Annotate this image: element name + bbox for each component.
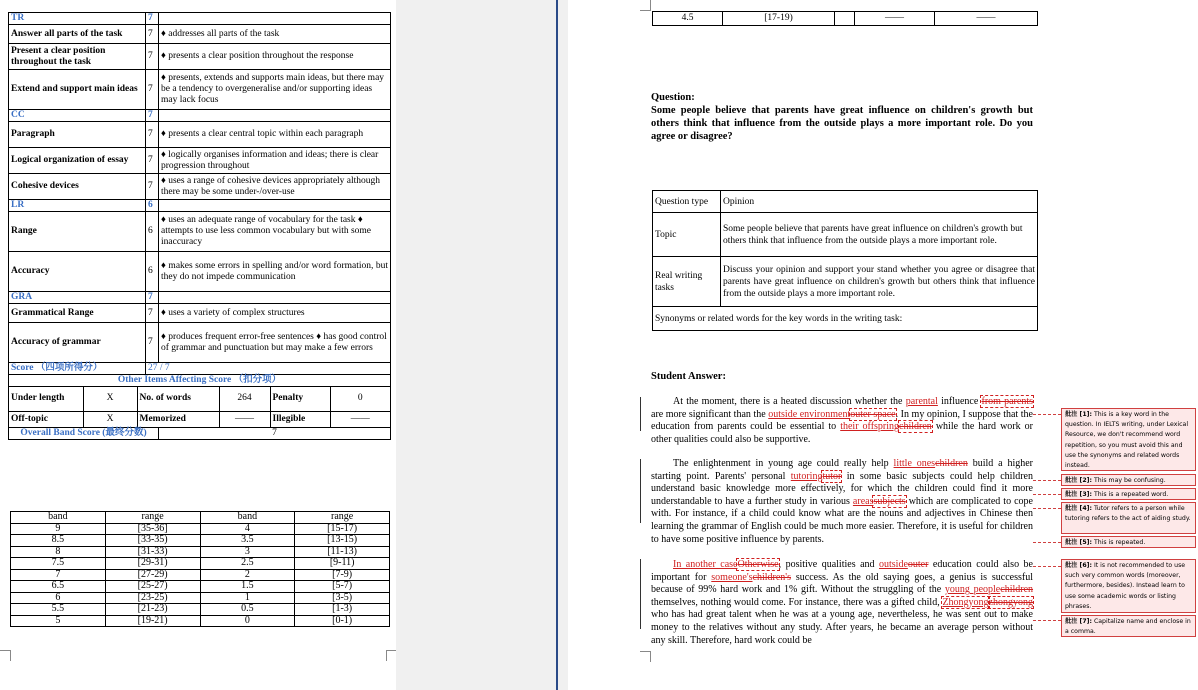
band-cell: 9 [11,523,106,535]
deleted-text: Otherwise [737,559,779,570]
deleted-text: tutor [822,470,842,482]
workspace-gap [396,0,556,690]
other-items-heading: Other Items Affecting Score （扣分项） [9,375,391,387]
criterion-label: Answer all parts of the task [9,25,146,44]
criterion-score: 6 [146,212,159,252]
section-label: GRA [9,292,146,304]
comment-leader [1033,542,1061,543]
criterion-score: 7 [146,70,159,110]
criterion-desc: ♦ uses a range of cohesive devices appropriately although there may be some under-/over-use [159,174,391,200]
question-block [651,91,1033,143]
student-answer-label: Student Answer: [651,371,726,382]
range-header: range [105,512,200,524]
section-score: 7 [146,110,159,122]
comment-leader [1033,494,1061,495]
rubric-section-lr [9,200,391,212]
criterion-label: Cohesive devices [9,174,146,200]
comment-balloon[interactable]: 批注 [7]: Capitalize name and enclose in a comma. [1061,615,1196,637]
overall-row [9,428,391,440]
comment-balloon[interactable]: 批注 [1]: This is a key word in the question. In IELTS writing, under Lexical Resource, we don't recommend word repetition, so you must avoid this and use the synonyms and related words instead. [1061,408,1196,471]
task-value: Discuss your opinion and support your stand whether you agree or disagree that parents have great influence on children's growth but others think that influence from the outside plays a more important role. [721,257,1038,307]
section-score: 6 [146,200,159,212]
inserted-text: areas [852,495,874,507]
band-cell: 5 [11,615,106,627]
under-length-value: X [83,387,137,411]
band-cell: 3 [200,546,295,558]
range-cell: [9-11) [295,558,390,570]
range-cell: [5-7) [295,581,390,593]
criterion-score: 7 [146,44,159,70]
change-bar [640,559,641,629]
band-row [11,558,390,570]
inserted-text: outside environment [768,408,851,420]
range-cell: [31-33) [105,546,200,558]
criterion-label: Accuracy of grammar [9,323,146,363]
overall-value: 7 [159,428,391,440]
deleted-text: children [1000,584,1034,596]
page-corner-mark [640,0,651,11]
band-row [11,581,390,593]
comment-balloon[interactable]: 批注 [6]: It is not recommended to use such very common words (moreover, furthermore, besides). Instead learn to use some academic words or listing phrases. [1061,559,1196,613]
deleted-text: outer space [850,408,896,420]
score-row [9,363,391,375]
inserted-text: young people [944,584,1001,596]
deleted-text: from parents [981,396,1033,407]
under-length-label: Under length [9,387,83,411]
section-label: LR [9,200,146,212]
answer-paragraph-1: At the moment, there is a heated discussion whether the parental influence from parents are more significant than the outside environmentouter space. In my opinion, I suppose that the education from parents could be essential to their offspringchildren while the hard work or other qualities could also be supportive. [651,396,1033,445]
criterion-score: 7 [146,304,159,323]
penalty-label: Penalty [270,387,330,411]
criterion-label: Logical organization of essay [9,148,146,174]
rubric-row [9,25,391,44]
illegible-label: Illegible [270,411,330,427]
range-header: range [295,512,390,524]
answer-paragraph-3: In another caseOtherwise, positive qualities and outsideouter education could also be important for someone'schildren's success. As the old saying goes, a genius is successful because of 99% hard work and 1% gift. Without the struggling of the young peoplechildren themselves, nothing would come. For instance, there was a gifted child, Zhongyongzhongyong who has had great talent when he was at a young age, nevertheless, he was sent out to make money to the relatives without any study. After years, he became an average person without any skill. Therefore, hard work could be [651,559,1034,646]
criterion-desc: ♦ uses an adequate range of vocabulary for the task ♦ attempts to use less common vocabulary but with some inaccuracy [159,212,391,252]
range-cell: [33-35) [105,535,200,547]
page-corner-mark [386,650,396,661]
penalty-table [9,387,390,427]
criterion-desc: ♦ presents a clear central topic within each paragraph [159,122,391,148]
band-cell: 6.5 [11,581,106,593]
change-bar [640,397,641,431]
workspace-gap-right [558,0,568,690]
comment-leader [1033,414,1061,415]
comment-leader [1033,480,1061,481]
rubric-section-cc [9,110,391,122]
criterion-label: Present a clear position throughout the task [9,44,146,70]
word-count-value: 264 [219,387,270,411]
rubric-row [9,323,391,363]
band-cell: 0.5 [200,604,295,616]
section-score: 7 [146,13,159,25]
criterion-desc: ♦ produces frequent error-free sentences ♦ has good control of grammar and punctuation but may make a few errors [159,323,391,363]
inserted-text: parental [905,396,938,407]
range-cell: [13-15) [295,535,390,547]
rubric-row [9,148,391,174]
comment-leader [1033,620,1061,621]
range-cell: [21-23) [105,604,200,616]
section-label: CC [9,110,146,122]
section-label: TR [9,13,146,25]
range-cell: [3-5) [295,592,390,604]
deleted-text: children [899,421,932,433]
rubric-section-tr [9,13,391,25]
range-cell: [7-9) [295,569,390,581]
rubric-table [8,12,391,440]
inserted-text: someone's [711,571,753,583]
criterion-label: Extend and support main ideas [9,70,146,110]
other-items-row [9,375,391,387]
band-row [11,546,390,558]
question-type-label: Question type [653,191,721,213]
overall-label: Overall Band Score (最终分数) [9,428,159,440]
memorized-value: —— [219,411,270,427]
criterion-score: 7 [146,25,159,44]
criterion-label: Paragraph [9,122,146,148]
document-page-left [0,0,396,690]
band-cell: 7.5 [11,558,106,570]
section-score: 7 [146,292,159,304]
rubric-row [9,122,391,148]
criterion-score: 6 [146,252,159,292]
page-corner-mark [0,650,11,661]
question-type-value: Opinion [721,191,1038,213]
band-cell: 1 [200,592,295,604]
rubric-row [9,212,391,252]
band-cell: 2 [200,569,295,581]
band-cell: 6 [11,592,106,604]
band-header: band [11,512,106,524]
memorized-label: Memorized [137,411,219,427]
range-cell: [19-21) [105,615,200,627]
rubric-row [9,70,391,110]
criterion-label: Range [9,212,146,252]
range-cell: [15-17) [295,523,390,535]
penalty-rows [9,387,391,428]
band-cell: 7 [11,569,106,581]
range-cell: [17-19) [723,12,835,26]
deleted-text: children's [752,571,791,583]
off-topic-label: Off-topic [9,411,83,427]
criterion-desc: ♦ presents a clear position throughout the response [159,44,391,70]
band-cell: 4 [200,523,295,535]
criterion-desc: ♦ logically organises information and ideas; there is clear progression throughout [159,148,391,174]
inserted-text: In another case [673,559,738,570]
deleted-text: outer [907,559,929,570]
penalty-value: 0 [330,387,390,411]
dash-cell: —— [935,12,1038,26]
band-cell: 2.5 [200,558,295,570]
band-row [11,523,390,535]
deleted-text: subjects [873,495,906,507]
inserted-text: little ones [893,458,936,469]
comment-leader [1033,508,1061,509]
band-cell: 4.5 [653,12,723,26]
range-cell: [23-25) [105,592,200,604]
question-analysis-table [652,190,1038,331]
topic-value: Some people believe that parents have great influence on children's growth but others think that influence from the outside plays a more important role. [721,213,1038,257]
dash-cell: —— [855,12,935,26]
band-cell: 1.5 [200,581,295,593]
criterion-score: 7 [146,174,159,200]
comment-leader [1033,566,1061,567]
rubric-row [9,252,391,292]
score-value: 27 / 7 [146,363,391,375]
range-cell: [11-13) [295,546,390,558]
criterion-desc: ♦ addresses all parts of the task [159,25,391,44]
rubric-row [9,174,391,200]
word-count-label: No. of words [137,387,219,411]
band-cell: 5.5 [11,604,106,616]
band-cell: 3.5 [200,535,295,547]
band-row [11,569,390,581]
comment-balloon[interactable]: 批注 [3]: This is a repeated word. [1061,488,1196,500]
range-cell: [1-3) [295,604,390,616]
comment-balloon[interactable]: 批注 [5]: This is repeated. [1061,536,1196,548]
rubric-section-gra [9,292,391,304]
criterion-label: Grammatical Range [9,304,146,323]
band-row [11,615,390,627]
range-cell: [29-31) [105,558,200,570]
range-cell: [0-1) [295,615,390,627]
band-cell: 0 [200,615,295,627]
task-label: Real writing tasks [653,257,721,307]
range-cell: [25-27) [105,581,200,593]
range-cell: [27-29) [105,569,200,581]
change-bar [640,459,641,523]
off-topic-value: X [83,411,137,427]
band-header: band [200,512,295,524]
criterion-desc: ♦ makes some errors in spelling and/or word formation, but they do not impede communication [159,252,391,292]
inserted-text: tutoring [790,470,823,482]
page-corner-mark [640,651,651,662]
score-label: Score （四项所得分） [9,363,146,375]
band-table-continued [652,11,1038,26]
topic-label: Topic [653,213,721,257]
band-cell: 8.5 [11,535,106,547]
comment-balloon[interactable]: 批注 [4]: Tutor refers to a person while tutoring refers to the act of aiding study. [1061,502,1196,534]
criterion-label: Accuracy [9,252,146,292]
empty-cell [835,12,855,26]
answer-paragraph-2: The enlightenment in young age could really help little oneschildren build a higher starting point. Parents' personal tutoringtutor in some basic subjects could help children understand basic knowledge more effectively, for which the children could find it more understandable to have a further study in various areassubjects which are complicated to cope with. For instance, if a child could know what are the nouns and adjectives in Chinese then learning the grammar of English could be much more easier. Therefore, it is useful for children to have some positive influence by parents. [651,458,1033,545]
question-text: Some people believe that parents have great influence on children's growth but others think that influence from the outside plays a more important role. Do you agree or disagree? [651,105,1033,142]
criterion-desc: ♦ uses a variety of complex structures [159,304,391,323]
rubric-row [9,44,391,70]
criterion-desc: ♦ presents, extends and supports main ideas, but there may be a tendency to overgeneralise and/or supporting ideas may lack focus [159,70,391,110]
comment-balloon[interactable]: 批注 [2]: This may be confusing. [1061,474,1196,486]
deleted-text: children [935,458,968,469]
band-row [11,535,390,547]
criterion-score: 7 [146,148,159,174]
inserted-text: outside [879,559,908,570]
rubric-row [9,304,391,323]
range-cell: [35-36] [105,523,200,535]
synonyms-label: Synonyms or related words for the key words in the writing task: [653,307,1038,331]
band-cell: 8 [11,546,106,558]
band-row [11,592,390,604]
band-row [11,604,390,616]
inserted-text: their offspring [840,421,900,433]
illegible-value: —— [330,411,390,427]
band-range-table [10,511,390,627]
criterion-score: 7 [146,122,159,148]
deleted-text: zhongyong [988,596,1033,608]
inserted-text: Zhongyong [942,596,989,608]
criterion-score: 7 [146,323,159,363]
question-label: Question: [651,92,695,103]
